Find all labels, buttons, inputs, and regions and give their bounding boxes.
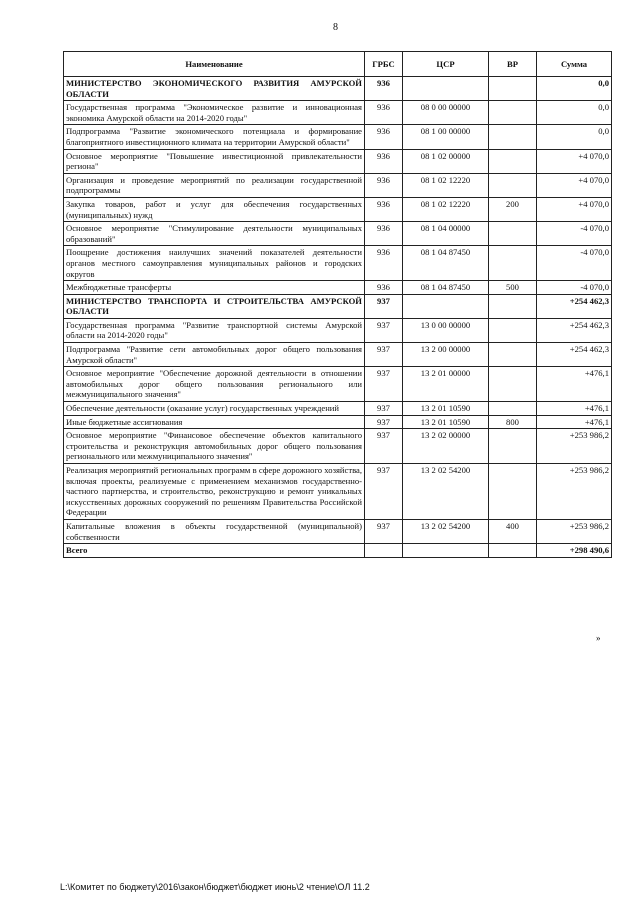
cell-name: Основное мероприятие "Стимулирование деятельности муниципальных образований" bbox=[64, 222, 365, 246]
cell-csr: 13 2 00 00000 bbox=[403, 343, 489, 367]
table-row bbox=[64, 318, 612, 342]
table-row bbox=[64, 281, 612, 295]
cell-grbs: 936 bbox=[365, 125, 403, 149]
cell-vr: 500 bbox=[489, 281, 537, 295]
cell-name: МИНИСТЕРСТВО ТРАНСПОРТА И СТРОИТЕЛЬСТВА АМУРСКОЙ ОБЛАСТИ bbox=[64, 294, 365, 318]
table-row bbox=[64, 101, 612, 125]
cell-csr: 08 1 04 00000 bbox=[403, 222, 489, 246]
cell-sum: +4 070,0 bbox=[537, 197, 612, 221]
table-row bbox=[64, 544, 612, 558]
cell-csr: 13 2 01 10590 bbox=[403, 402, 489, 416]
cell-csr: 13 2 02 54200 bbox=[403, 464, 489, 520]
cell-grbs: 936 bbox=[365, 197, 403, 221]
cell-vr bbox=[489, 77, 537, 101]
cell-sum: 0,0 bbox=[537, 125, 612, 149]
cell-vr bbox=[489, 125, 537, 149]
table-row bbox=[64, 197, 612, 221]
cell-vr bbox=[489, 318, 537, 342]
table-row bbox=[64, 343, 612, 367]
cell-csr: 13 2 02 00000 bbox=[403, 429, 489, 464]
cell-vr bbox=[489, 367, 537, 402]
header-grbs: ГРБС bbox=[365, 52, 403, 77]
cell-csr: 13 2 02 54200 bbox=[403, 519, 489, 543]
cell-name: Основное мероприятие "Обеспечение дорожной деятельности в отношении автомобильных дорог общего пользования регионального или межмуниципального значения" bbox=[64, 367, 365, 402]
cell-vr bbox=[489, 544, 537, 558]
cell-name: Подпрограмма "Развитие сети автомобильных дорог общего пользования Амурской области" bbox=[64, 343, 365, 367]
cell-sum: +476,1 bbox=[537, 367, 612, 402]
cell-csr bbox=[403, 544, 489, 558]
cell-grbs: 936 bbox=[365, 222, 403, 246]
cell-csr: 13 2 01 00000 bbox=[403, 367, 489, 402]
cell-grbs: 937 bbox=[365, 415, 403, 429]
cell-vr: 200 bbox=[489, 197, 537, 221]
cell-sum: +254 462,3 bbox=[537, 343, 612, 367]
cell-name: Капитальные вложения в объекты государственной (муниципальной) собственности bbox=[64, 519, 365, 543]
cell-vr bbox=[489, 402, 537, 416]
table-row bbox=[64, 367, 612, 402]
table-row bbox=[64, 464, 612, 520]
cell-name: Организация и проведение мероприятий по реализации государственной подпрограммы bbox=[64, 173, 365, 197]
cell-sum: +254 462,3 bbox=[537, 318, 612, 342]
cell-sum: +254 462,3 bbox=[537, 294, 612, 318]
cell-sum: +476,1 bbox=[537, 402, 612, 416]
cell-vr bbox=[489, 222, 537, 246]
cell-vr bbox=[489, 149, 537, 173]
cell-name: Поощрение достижения наилучших значений показателей деятельности органов местного самоуправления муниципальных районов и городских округов bbox=[64, 246, 365, 281]
cell-name: Реализация мероприятий региональных программ в сфере дорожного хозяйства, включая проекты, реализуемые с применением механизмов государственно-частного партнерства, и строительство, реконструкцию и ремонт уникальных искусственных дорожных сооружений по решениям Правительства Российской Федерации bbox=[64, 464, 365, 520]
table-row bbox=[64, 429, 612, 464]
cell-csr: 13 0 00 00000 bbox=[403, 318, 489, 342]
cell-sum: +4 070,0 bbox=[537, 173, 612, 197]
cell-name: Основное мероприятие "Повышение инвестиционной привлекательности региона" bbox=[64, 149, 365, 173]
cell-sum: -4 070,0 bbox=[537, 222, 612, 246]
cell-vr bbox=[489, 173, 537, 197]
table-row bbox=[64, 519, 612, 543]
cell-name: Обеспечение деятельности (оказание услуг) государственных учреждений bbox=[64, 402, 365, 416]
cell-sum: +476,1 bbox=[537, 415, 612, 429]
cell-grbs: 936 bbox=[365, 149, 403, 173]
table-row bbox=[64, 402, 612, 416]
cell-grbs: 936 bbox=[365, 281, 403, 295]
cell-vr bbox=[489, 246, 537, 281]
table-row bbox=[64, 222, 612, 246]
cell-csr: 08 1 04 87450 bbox=[403, 281, 489, 295]
table-body bbox=[64, 77, 612, 558]
cell-sum: 0,0 bbox=[537, 77, 612, 101]
closing-mark: » bbox=[596, 633, 601, 643]
cell-csr: 08 0 00 00000 bbox=[403, 101, 489, 125]
header-sum: Сумма bbox=[537, 52, 612, 77]
cell-name: Иные бюджетные ассигнования bbox=[64, 415, 365, 429]
cell-csr bbox=[403, 294, 489, 318]
cell-grbs: 937 bbox=[365, 519, 403, 543]
cell-vr bbox=[489, 464, 537, 520]
cell-grbs: 936 bbox=[365, 246, 403, 281]
table-row bbox=[64, 415, 612, 429]
cell-csr: 08 1 00 00000 bbox=[403, 125, 489, 149]
cell-csr: 13 2 01 10590 bbox=[403, 415, 489, 429]
budget-table bbox=[63, 51, 612, 558]
table-row bbox=[64, 125, 612, 149]
header-vr: ВР bbox=[489, 52, 537, 77]
cell-sum: -4 070,0 bbox=[537, 281, 612, 295]
cell-vr bbox=[489, 101, 537, 125]
cell-name: Основное мероприятие "Финансовое обеспечение объектов капитального строительства и реконструкция автомобильных дорог общего пользования регионального или межмуниципального значения" bbox=[64, 429, 365, 464]
cell-csr: 08 1 02 12220 bbox=[403, 173, 489, 197]
cell-vr bbox=[489, 429, 537, 464]
header-name: Наименование bbox=[64, 52, 365, 77]
cell-name: Всего bbox=[64, 544, 365, 558]
cell-grbs: 936 bbox=[365, 101, 403, 125]
table-row bbox=[64, 173, 612, 197]
cell-csr: 08 1 04 87450 bbox=[403, 246, 489, 281]
table-row bbox=[64, 294, 612, 318]
header-csr: ЦСР bbox=[403, 52, 489, 77]
cell-vr: 800 bbox=[489, 415, 537, 429]
cell-sum: +253 986,2 bbox=[537, 519, 612, 543]
cell-grbs: 936 bbox=[365, 77, 403, 101]
cell-sum: 0,0 bbox=[537, 101, 612, 125]
cell-csr: 08 1 02 00000 bbox=[403, 149, 489, 173]
cell-vr bbox=[489, 343, 537, 367]
cell-grbs: 937 bbox=[365, 318, 403, 342]
cell-sum: +253 986,2 bbox=[537, 429, 612, 464]
footer-file-path: L:\Комитет по бюджету\2016\закон\бюджет\бюджет июнь\2 чтение\ОЛ 11.2 bbox=[60, 882, 370, 892]
table-row bbox=[64, 77, 612, 101]
cell-name: Государственная программа "Развитие транспортной системы Амурской области на 2014-2020 годы" bbox=[64, 318, 365, 342]
cell-grbs: 937 bbox=[365, 294, 403, 318]
cell-sum: +298 490,6 bbox=[537, 544, 612, 558]
cell-csr bbox=[403, 77, 489, 101]
table-row bbox=[64, 246, 612, 281]
cell-grbs: 937 bbox=[365, 464, 403, 520]
cell-name: Межбюджетные трансферты bbox=[64, 281, 365, 295]
cell-grbs: 937 bbox=[365, 367, 403, 402]
cell-name: Подпрограмма "Развитие экономического потенциала и формирование благоприятного инвестиционного климата на территории Амурской области" bbox=[64, 125, 365, 149]
cell-sum: +4 070,0 bbox=[537, 149, 612, 173]
cell-grbs: 937 bbox=[365, 429, 403, 464]
page-number: 8 bbox=[333, 22, 338, 33]
table-row bbox=[64, 149, 612, 173]
cell-grbs bbox=[365, 544, 403, 558]
table-header-row bbox=[64, 52, 612, 77]
cell-name: Закупка товаров, работ и услуг для обеспечения государственных (муниципальных) нужд bbox=[64, 197, 365, 221]
cell-csr: 08 1 02 12220 bbox=[403, 197, 489, 221]
cell-grbs: 937 bbox=[365, 402, 403, 416]
cell-name: Государственная программа "Экономическое развитие и инновационная экономика Амурской области на 2014-2020 годы" bbox=[64, 101, 365, 125]
cell-vr bbox=[489, 294, 537, 318]
cell-vr: 400 bbox=[489, 519, 537, 543]
cell-grbs: 936 bbox=[365, 173, 403, 197]
cell-sum: -4 070,0 bbox=[537, 246, 612, 281]
cell-sum: +253 986,2 bbox=[537, 464, 612, 520]
cell-name: МИНИСТЕРСТВО ЭКОНОМИЧЕСКОГО РАЗВИТИЯ АМУРСКОЙ ОБЛАСТИ bbox=[64, 77, 365, 101]
cell-grbs: 937 bbox=[365, 343, 403, 367]
